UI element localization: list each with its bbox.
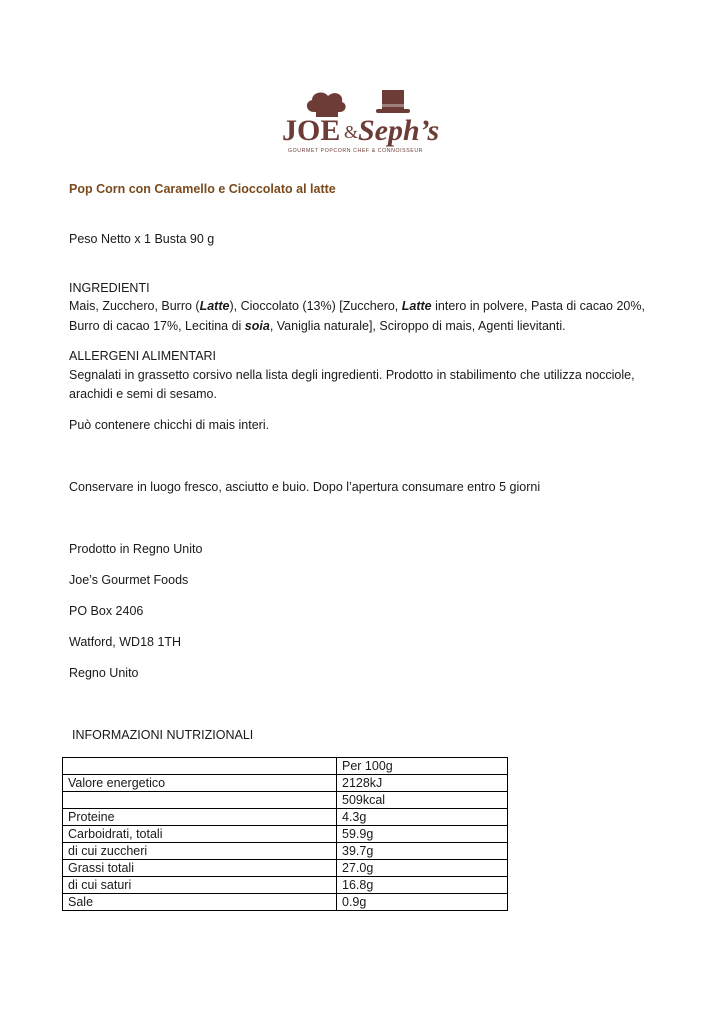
allergen-soia: soia bbox=[244, 319, 270, 333]
allergens-line-1: Segnalati in grassetto corsivo nella lista degli ingredienti. Prodotto in stabilimento che utilizza nocciole, bbox=[69, 368, 635, 382]
svg-text:GOURMET POPCORN CHEF & CONNOIS: GOURMET POPCORN CHEF & CONNOISSEUR bbox=[288, 148, 424, 154]
nutrient-value: 59.9g bbox=[337, 826, 508, 843]
brand-logo-graphic bbox=[282, 84, 442, 158]
table-row bbox=[63, 860, 508, 877]
nutrient-value: Per 100g bbox=[337, 758, 508, 775]
table-row bbox=[63, 775, 508, 792]
nutrient-value: 0.9g bbox=[337, 894, 508, 911]
nutrient-label: Proteine bbox=[63, 809, 337, 826]
nutrition-table bbox=[62, 757, 508, 911]
may-contain-note: Può contenere chicchi di mais interi. bbox=[69, 418, 270, 432]
ingredients-heading: INGREDIENTI bbox=[69, 281, 150, 295]
allergens-heading: ALLERGENI ALIMENTARI bbox=[69, 349, 217, 363]
address-country: Regno Unito bbox=[69, 666, 139, 680]
address-po-box: PO Box 2406 bbox=[69, 604, 144, 618]
nutrient-label bbox=[63, 792, 337, 809]
address-city: Watford, WD18 1TH bbox=[69, 635, 182, 649]
nutrient-value: 27.0g bbox=[337, 860, 508, 877]
ingredients-text: ), Cioccolato (13%) [Zucchero, bbox=[229, 299, 402, 313]
svg-text:JOE: JOE bbox=[282, 114, 341, 147]
nutrient-value: 4.3g bbox=[337, 809, 508, 826]
ingredients-line-2 bbox=[69, 317, 659, 335]
ingredients-text: intero in polvere, Pasta di cacao 20%, bbox=[431, 299, 645, 313]
nutrient-value: 16.8g bbox=[337, 877, 508, 894]
product-title: Pop Corn con Caramello e Cioccolato al latte bbox=[69, 182, 336, 196]
ingredients-text: , Vaniglia naturale], Sciroppo di mais, Agenti lievitanti. bbox=[269, 319, 566, 333]
nutrient-label: di cui saturi bbox=[63, 877, 337, 894]
allergen-latte: Latte bbox=[401, 299, 432, 313]
nutrient-label bbox=[63, 758, 337, 775]
table-row bbox=[63, 758, 508, 775]
nutrient-label: di cui zuccheri bbox=[63, 843, 337, 860]
allergens-line-2: arachidi e semi di sesamo. bbox=[69, 387, 217, 401]
table-row bbox=[63, 792, 508, 809]
nutrient-value: 39.7g bbox=[337, 843, 508, 860]
table-row bbox=[63, 826, 508, 843]
brand-logo bbox=[282, 84, 442, 158]
nutrient-label: Valore energetico bbox=[63, 775, 337, 792]
table-row bbox=[63, 843, 508, 860]
net-weight: Peso Netto x 1 Busta 90 g bbox=[69, 232, 215, 246]
storage-note: Conservare in luogo fresco, asciutto e buio. Dopo l’apertura consumare entro 5 giorni bbox=[69, 480, 541, 494]
nutrition-heading: INFORMAZIONI NUTRIZIONALI bbox=[72, 728, 254, 742]
nutrient-value: 2128kJ bbox=[337, 775, 508, 792]
nutrient-label: Carboidrati, totali bbox=[63, 826, 337, 843]
table-row bbox=[63, 894, 508, 911]
svg-text:Seph’s: Seph’s bbox=[358, 114, 440, 147]
table-row bbox=[63, 809, 508, 826]
svg-text:&: & bbox=[344, 122, 359, 142]
ingredients-line-1 bbox=[69, 297, 659, 315]
nutrient-label: Sale bbox=[63, 894, 337, 911]
table-row bbox=[63, 877, 508, 894]
allergen-latte: Latte bbox=[199, 299, 230, 313]
ingredients-text: Mais, Zucchero, Burro ( bbox=[69, 299, 200, 313]
nutrient-value: 509kcal bbox=[337, 792, 508, 809]
origin: Prodotto in Regno Unito bbox=[69, 542, 203, 556]
nutrient-label: Grassi totali bbox=[63, 860, 337, 877]
address-company: Joe’s Gourmet Foods bbox=[69, 573, 189, 587]
ingredients-text: Burro di cacao 17%, Lecitina di bbox=[69, 319, 245, 333]
